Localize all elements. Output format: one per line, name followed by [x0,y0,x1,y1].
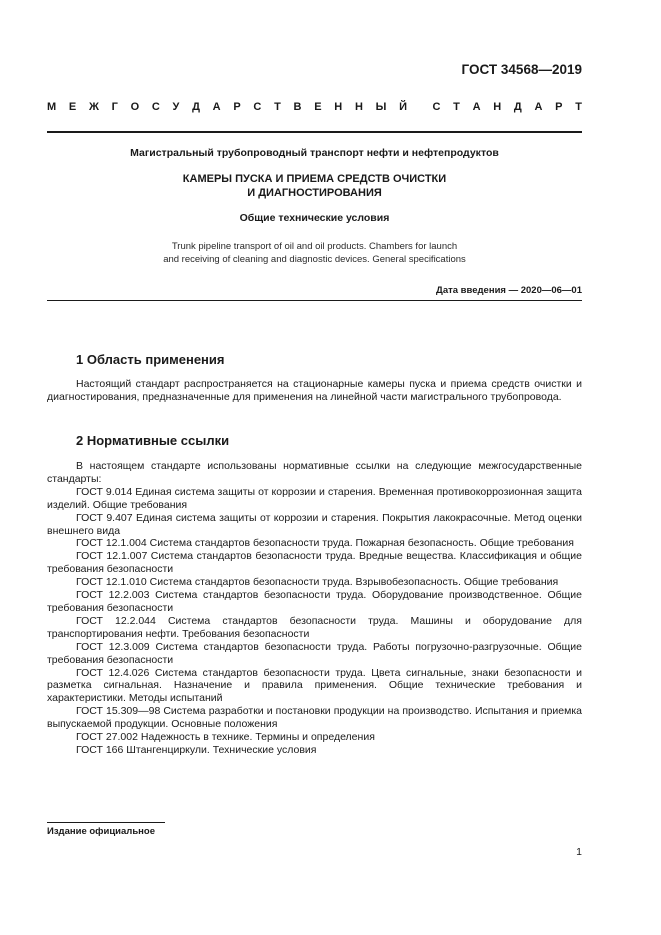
interstate-letter: Ы [375,101,387,113]
interstate-letter: Т [274,101,281,113]
interstate-letter: Р [233,101,241,113]
interstate-letter: Н [334,101,343,113]
interstate-letter: С [432,101,441,113]
reference-item: ГОСТ 12.2.003 Система стандартов безопасности труда. Оборудование производственное. Общие требования безопасности [47,589,582,614]
section-1-paragraph: Настоящий стандарт распространяется на стационарные камеры пуска и приема средств очистки и диагностирования, предназначенные для применения на линейной части магистрального трубопровода. [47,378,582,403]
interstate-letter: Е [314,101,322,113]
section-2-body [47,460,582,757]
english-title-line-1: Trunk pipeline transport of oil and oil products. Chambers for launch [171,241,458,252]
section-1-heading: 1 Область применения [76,352,225,367]
document-subtitle: Общие технические условия [239,212,390,224]
date-rule [47,300,582,301]
reference-item: ГОСТ 12.3.009 Система стандартов безопасности труда. Работы погрузочно-разгрузочные. Общие требования безопасности [47,640,582,666]
interstate-letter: А [212,101,221,113]
subject-line: Магистральный трубопроводный транспорт нефти и нефтепродуктов [130,147,499,159]
interstate-letter: Н [493,101,502,113]
interstate-letter: М [47,101,57,113]
reference-item: ГОСТ 15.309—98 Система разработки и постановки продукции на производство. Испытания и приемка выпускаемой продукции. Основные положения [47,705,582,731]
document-title [47,172,582,200]
english-title-line-2: and receiving of cleaning and diagnostic devices. General specifications [163,254,466,265]
section-2-heading: 2 Нормативные ссылки [76,433,230,448]
official-edition-label: Издание официальное [47,826,155,837]
header-rule [47,131,582,133]
interstate-letter: Г [111,101,118,113]
introduction-date: Дата введения — 2020—06—01 [436,285,582,296]
interstate-letter: Н [354,101,363,113]
section-2-intro: В настоящем стандарте использованы нормативные ссылки на следующие межгосударственные стандарты: [47,460,582,485]
interstate-letter: А [472,101,481,113]
interstate-letter: Р [555,101,563,113]
interstate-letter: О [130,101,140,113]
reference-item: ГОСТ 12.1.010 Система стандартов безопасности труда. Взрывобезопасность. Общие требования [76,576,559,589]
reference-item: ГОСТ 12.1.007 Система стандартов безопасности труда. Вредные вещества. Классификация и общие требования безопасности [47,550,582,576]
title-line-2: И ДИАГНОСТИРОВАНИЯ [247,187,382,199]
gost-number: ГОСТ 34568—2019 [461,62,582,77]
reference-item: ГОСТ 9.014 Единая система защиты от коррозии и старения. Временная противокоррозионная защита изделий. Общие требования [47,485,582,511]
reference-item: ГОСТ 12.4.026 Система стандартов безопасности труда. Цвета сигнальные, знаки безопасности и разметка сигнальная. Назначение и правила применения. Общие технические требования и характеристики. Методы испытаний [47,666,582,705]
reference-item: ГОСТ 12.2.044 Система стандартов безопасности труда. Машины и оборудование для транспортирования нефти. Требования безопасности [47,614,582,640]
english-title [47,240,582,266]
interstate-letter: Е [68,101,77,113]
interstate-letter: Ж [88,101,99,113]
reference-item: ГОСТ 166 Штангенциркули. Технические условия [76,743,317,756]
reference-item: ГОСТ 27.002 Надежность в технике. Термины и определения [76,731,375,744]
title-line-1: КАМЕРЫ ПУСКА И ПРИЕМА СРЕДСТВ ОЧИСТКИ [182,173,447,185]
interstate-letter: Т [575,101,582,113]
interstate-letter: С [253,101,262,113]
interstate-letter: В [293,101,302,113]
interstate-letter: Т [453,101,460,113]
interstate-letter: Д [192,101,200,113]
interstate-letter: С [151,101,160,113]
interstate-letter: У [172,101,180,113]
page-number: 1 [576,846,582,858]
interstate-letter: Й [399,101,408,113]
interstate-letter: А [534,101,543,113]
section-1-body [47,378,582,404]
reference-item: ГОСТ 9.407 Единая система защиты от коррозии и старения. Покрытия лакокрасочные. Метод оценки внешнего вида [47,511,582,537]
reference-item: ГОСТ 12.1.004 Система стандартов безопасности труда. Пожарная безопасность. Общие требования [76,537,574,550]
footer-rule [47,822,165,823]
interstate-letter: Д [513,101,522,113]
interstate-standard-heading [47,101,582,113]
